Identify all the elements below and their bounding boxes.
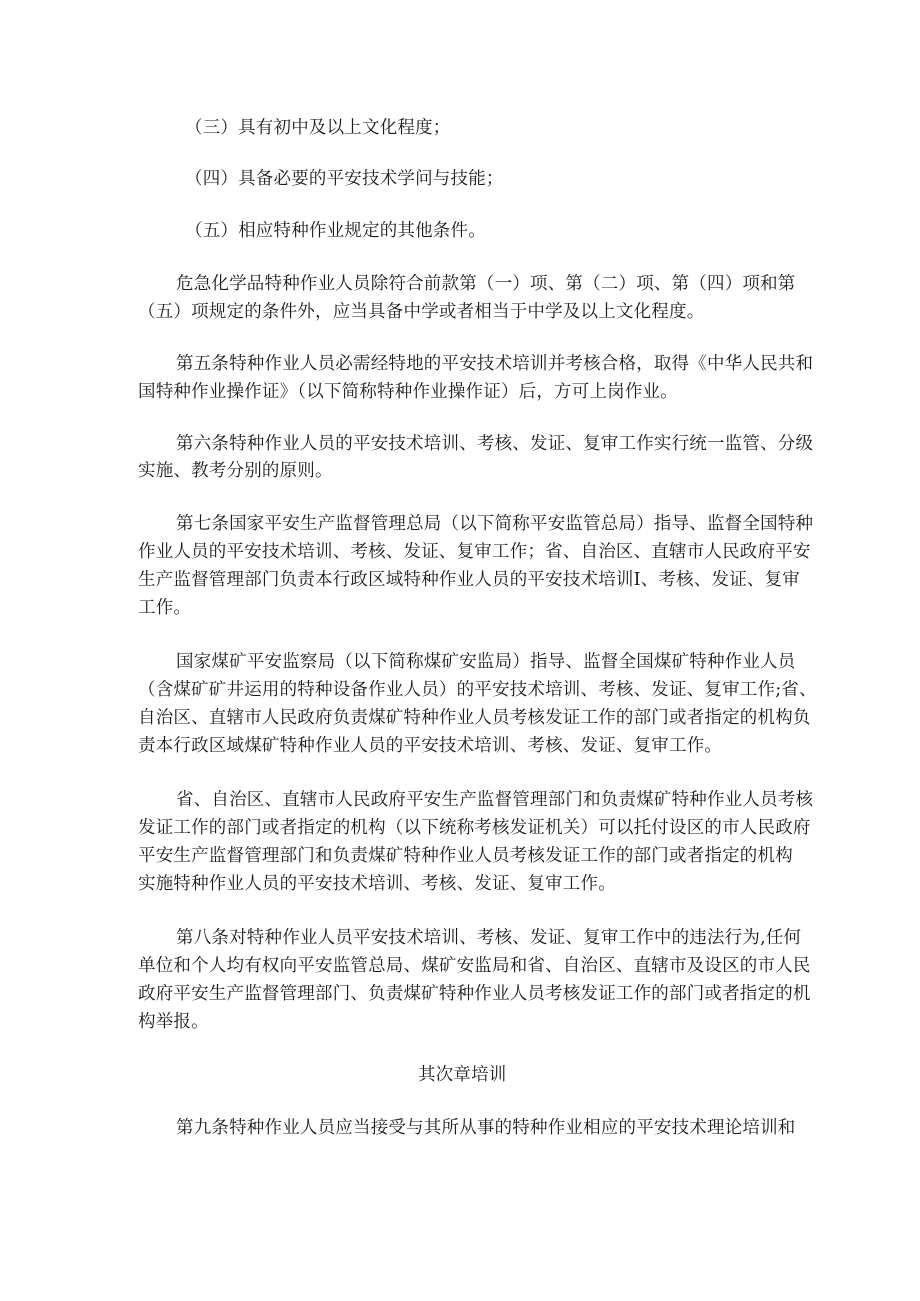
text-line-entrust-4: 实施特种作业人员的平安技术培训、考核、发证、复审工作。 <box>138 874 616 894</box>
text-line-article-7-4: 工作。 <box>138 598 192 618</box>
text-line-item-3: （三）具有初中及以上文化程度； <box>185 118 451 138</box>
text-line-article-9-1: 第九条特种作业人员应当接受与其所从事的特种作业相应的平安技术理论培训和 <box>176 1118 796 1138</box>
text-line-article-8-1: 第八条对特种作业人员平安技术培训、考核、发证、复审工作中的违法行为,任何 <box>176 928 802 948</box>
text-line-para-hazchem-2: （五）项规定的条件外，应当具备中学或者相当于中学及以上文化程度。 <box>138 302 705 322</box>
text-line-article-7-1: 第七条国家平安生产监督管理总局（以下简称平安监管总局）指导、监督全国特种 <box>176 514 814 534</box>
text-line-entrust-1: 省、自治区、直辖市人民政府平安生产监督管理部门和负责煤矿特种作业人员考核 <box>176 790 814 810</box>
text-line-article-7-2: 作业人员的平安技术培训、考核、发证、复审工作；省、自治区、直辖市人民政府平安 <box>138 542 811 562</box>
text-line-article-8-4: 构举报。 <box>138 1012 209 1032</box>
text-line-coal-bureau-2: （含煤矿矿井运用的特种设备作业人员）的平安技术培训、考核、发证、复审工作;省、 <box>138 680 817 700</box>
text-line-article-6-1: 第六条特种作业人员的平安技术培训、考核、发证、复审工作实行统一监管、分级 <box>176 434 814 454</box>
text-line-coal-bureau-3: 自治区、直辖市人民政府负责煤矿特种作业人员考核发证工作的部门或者指定的机构负 <box>138 708 811 728</box>
text-line-coal-bureau-4: 责本行政区域煤矿特种作业人员的平安技术培训、考核、发证、复审工作。 <box>138 736 723 756</box>
text-line-para-hazchem-1: 危急化学品特种作业人员除符合前款第（一）项、第（二）项、第（四）项和第 <box>176 274 796 294</box>
chapter-heading: 其次章培训 <box>418 1065 507 1085</box>
text-line-item-5: （五）相应特种作业规定的其他条件。 <box>185 221 486 241</box>
text-line-article-8-3: 政府平安生产监督管理部门、负责煤矿特种作业人员考核发证工作的部门或者指定的机 <box>138 984 811 1004</box>
text-line-article-6-2: 实施、教考分别的原则。 <box>138 461 333 481</box>
text-line-article-5-1: 第五条特种作业人员必需经特地的平安技术培训并考核合格，取得《中华人民共和 <box>176 354 814 374</box>
text-line-article-5-2: 国特种作业操作证》（以下简称特种作业操作证）后，方可上岗作业。 <box>138 382 678 402</box>
text-line-entrust-2: 发证工作的部门或者指定的机构（以下统称考核发证机关）可以托付设区的市人民政府 <box>138 818 811 838</box>
text-line-item-4: （四）具备必要的平安技术学问与技能； <box>185 169 504 189</box>
text-line-coal-bureau-1: 国家煤矿平安监察局（以下简称煤矿安监局）指导、监督全国煤矿特种作业人员 <box>176 652 796 672</box>
text-line-entrust-3: 平安生产监督管理部门和负责煤矿特种作业人员考核发证工作的部门或者指定的机构 <box>138 846 793 866</box>
text-line-article-8-2: 单位和个人均有权向平安监管总局、煤矿安监局和省、自治区、直辖市及设区的市人民 <box>138 956 811 976</box>
text-line-article-7-3: 生产监督管理部门负责本行政区域特种作业人员的平安技术培训I、考核、发证、复审 <box>138 570 801 590</box>
